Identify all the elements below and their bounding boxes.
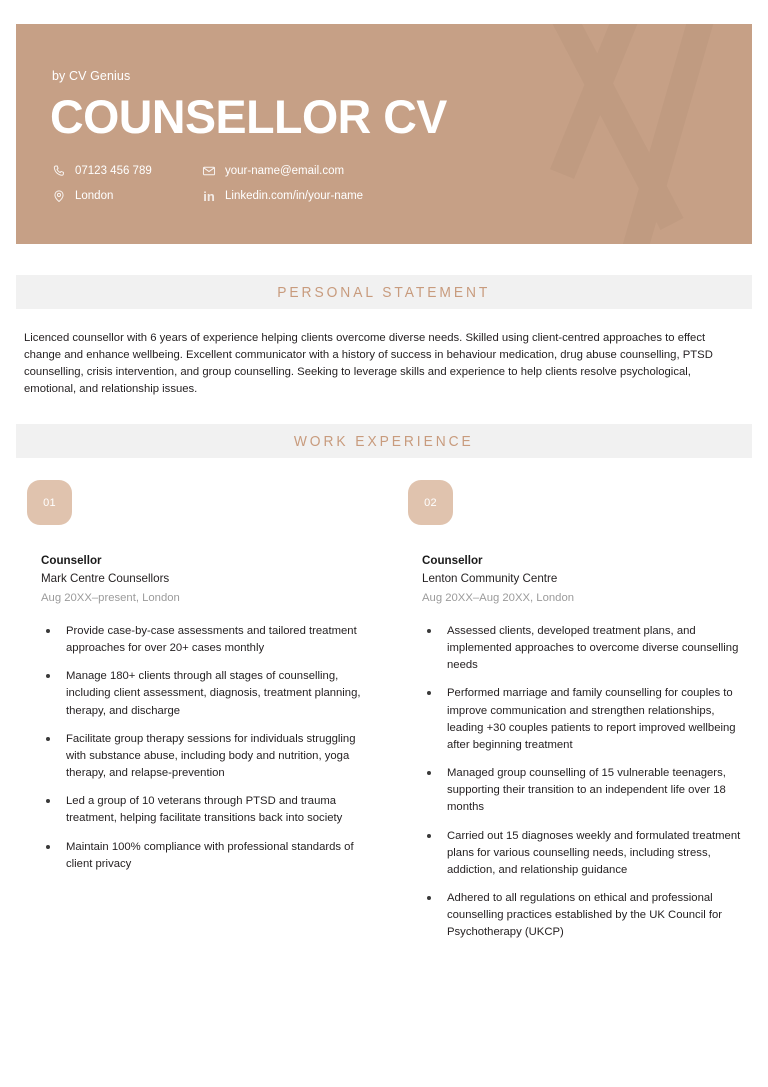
- list-item: Facilitate group therapy sessions for individuals struggling with substance abuse, including body and nutrition, yoga therapy, and relapse-prevention: [44, 731, 371, 782]
- job-header: [41, 552, 371, 607]
- job-entry: [16, 480, 371, 953]
- job-header: [422, 552, 752, 607]
- job-number-badge: 01: [27, 480, 72, 525]
- envelope-icon: [202, 164, 216, 178]
- list-item: Carried out 15 diagnoses weekly and formulated treatment plans for various counselling needs, including stress, addiction, and relationship guidance: [425, 828, 752, 879]
- page-title: COUNSELLOR CV: [50, 90, 447, 143]
- list-item: Assessed clients, developed treatment plans, and implemented approaches to overcome diverse counselling needs: [425, 623, 752, 674]
- contact-phone[interactable]: [52, 164, 202, 178]
- cv-header: [16, 24, 752, 244]
- phone-icon: [52, 164, 66, 178]
- section-title-personal-statement: PERSONAL STATEMENT: [277, 283, 491, 301]
- job-bullet-list: [397, 623, 752, 942]
- contact-row-2: [52, 189, 672, 203]
- location-pin-icon: [52, 189, 66, 203]
- job-company: Lenton Community Centre: [422, 571, 558, 585]
- job-title: Counsellor: [41, 554, 102, 567]
- contact-email[interactable]: [202, 164, 344, 178]
- location-value: London: [75, 190, 114, 202]
- personal-statement-body: Licenced counsellor with 6 years of experience helping clients overcome diverse needs. Skilled using client-centred approaches to effect change and enhance wellbeing. Excellent communicator with a history of success in behaviour medication, drug abuse counselling, PTSD counselling, crisis intervention, and group counselling. Seeking to leverage skills and experience to help clients resolve psychological, emotional, and relationship issues.: [24, 332, 713, 396]
- list-item: Manage 180+ clients through all stages of counselling, including client assessment, diagnosis, treatment planning, therapy, and discharge: [44, 668, 371, 719]
- list-item: Performed marriage and family counselling for couples to improve communication and strengthen relationships, leading +30 couples patients to report improved wellbeing after beginning treatment: [425, 685, 752, 754]
- list-item: Managed group counselling of 15 vulnerable teenagers, supporting their transition to an independent life over 18 months: [425, 765, 752, 816]
- job-title: Counsellor: [422, 554, 483, 567]
- byline: by CV Genius: [52, 69, 131, 83]
- section-title-work-experience: WORK EXPERIENCE: [294, 432, 474, 450]
- contact-location[interactable]: [52, 189, 202, 203]
- list-item: Provide case-by-case assessments and tailored treatment approaches for over 20+ cases monthly: [44, 623, 371, 657]
- section-header-work-experience: [16, 424, 752, 458]
- phone-value: 07123 456 789: [75, 165, 152, 177]
- job-dates: Aug 20XX–present, London: [41, 591, 180, 604]
- linkedin-icon: in: [203, 188, 215, 204]
- job-number-badge: 02: [408, 480, 453, 525]
- job-dates: Aug 20XX–Aug 20XX, London: [422, 591, 575, 604]
- work-experience-list: [16, 480, 752, 953]
- job-entry: [397, 480, 752, 953]
- linkedin-value: Linkedin.com/in/your-name: [225, 190, 364, 202]
- contact-linkedin[interactable]: [202, 189, 363, 203]
- email-value: your-name@email.com: [225, 165, 345, 177]
- list-item: Maintain 100% compliance with professional standards of client privacy: [44, 839, 371, 873]
- list-item: Adhered to all regulations on ethical and professional counselling practices established by the UK Council for Psychotherapy (UKCP): [425, 890, 752, 941]
- contact-row-1: [52, 164, 672, 178]
- list-item: Led a group of 10 veterans through PTSD and trauma treatment, helping facilitate transitions back into society: [44, 793, 371, 827]
- job-company: Mark Centre Counsellors: [41, 571, 170, 585]
- job-bullet-list: [16, 623, 371, 873]
- contact-details: [52, 164, 672, 214]
- section-header-personal-statement: [16, 275, 752, 309]
